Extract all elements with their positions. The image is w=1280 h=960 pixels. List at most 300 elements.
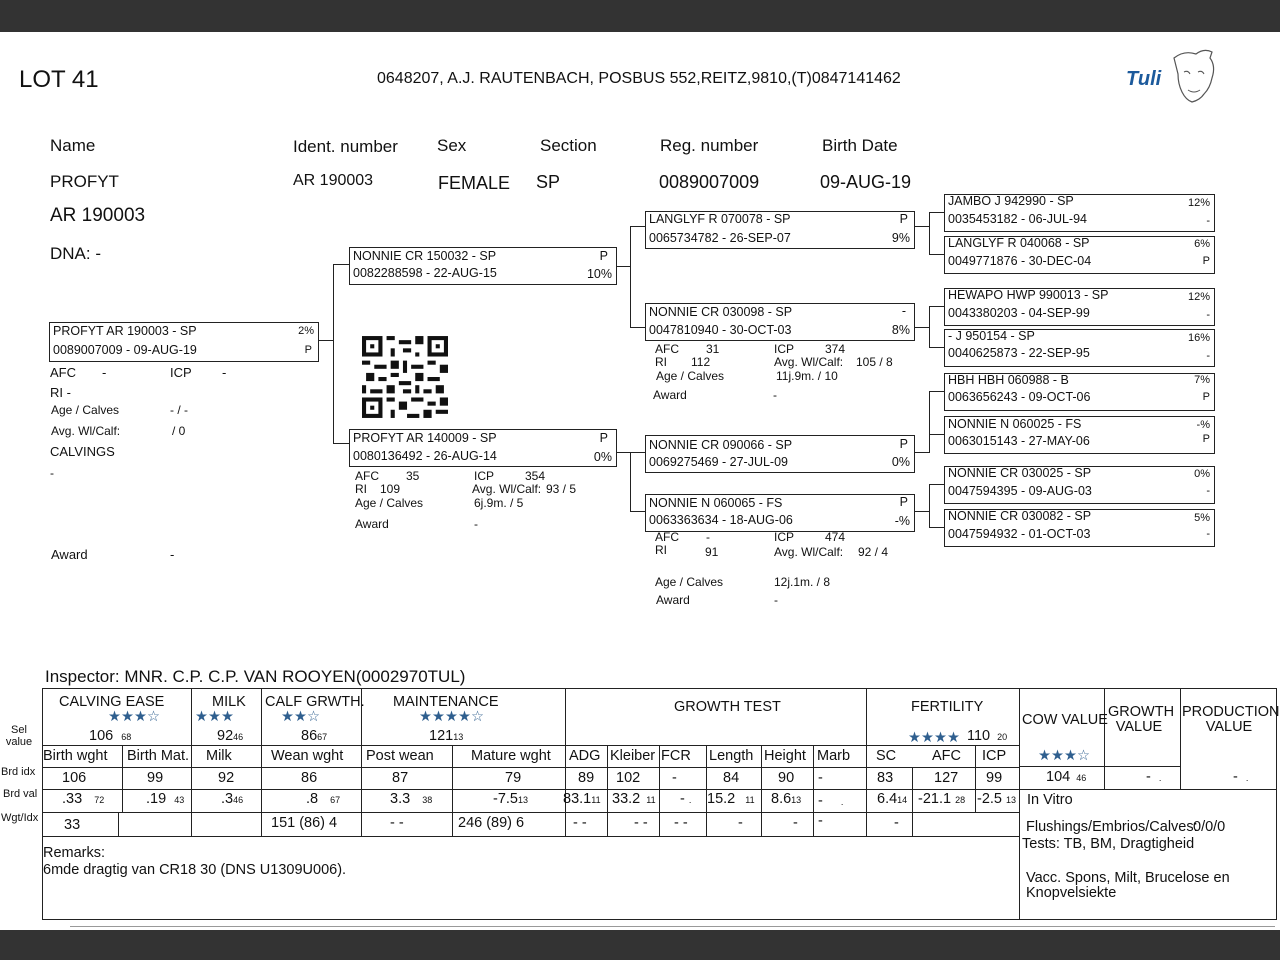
v: - (680, 791, 685, 807)
v: -21.1 (918, 791, 952, 807)
sire-pct: 10% (586, 267, 612, 281)
animal-reg: 0089007009 (659, 172, 760, 192)
connector (929, 527, 944, 528)
col-birth-wght: Birth wght (43, 748, 108, 764)
sd-icp: 374 (825, 342, 846, 356)
gg8-line1: NONNIE CR 030082 - SP (948, 509, 1092, 523)
grid-line (261, 688, 262, 836)
lot-number: LOT 41 (19, 66, 99, 93)
col-birth-mat: Birth Mat. (127, 748, 190, 764)
subject-box (49, 322, 319, 362)
stars-calving-ease: ★★★☆ (108, 709, 160, 725)
sire-line2: 0082288598 - 22-AUG-15 (353, 266, 497, 280)
stars-milk: ★★★ (195, 709, 234, 725)
grid-line (452, 745, 453, 836)
prod-value-idx (1233, 769, 1248, 785)
gg5-flag: P (1202, 391, 1210, 403)
sel-calf-growth (301, 728, 327, 744)
animal-sex: FEMALE (438, 173, 511, 193)
label-sex: Sex (437, 136, 467, 155)
wgt-marb: - (818, 813, 823, 829)
dam-line1: PROFYT AR 140009 - SP (353, 431, 497, 445)
v: 15.2 (707, 791, 736, 807)
grid-line (42, 767, 1019, 768)
ss-line2: 0065734782 - 26-SEP-07 (649, 231, 791, 245)
sire-dam-box (645, 303, 915, 341)
ds-flag: P (899, 437, 908, 451)
gg5-line1: HBH HBH 060988 - B (948, 373, 1069, 387)
a: . (840, 797, 844, 807)
dam-ri: 109 (380, 482, 401, 496)
gg7-pct: 0% (1194, 468, 1210, 480)
subject-afc: - (102, 365, 107, 380)
wgt-wean: 151 (86) 4 (271, 815, 338, 831)
v: -2.5 (977, 791, 1002, 807)
grid-line (866, 688, 867, 836)
a: 28 (955, 795, 966, 805)
grid-line (659, 745, 660, 836)
dam-award: - (474, 517, 478, 531)
wgt-fcr: - - (674, 815, 688, 831)
gg1-pct: 12% (1187, 197, 1210, 209)
ss-pct: 9% (891, 231, 910, 245)
dd-icp-label: ICP (774, 530, 795, 544)
ds-line1: NONNIE CR 090066 - SP (649, 438, 793, 452)
flushings-label: Flushings/Embrios/Calves: (1026, 819, 1198, 835)
vaccinations: Vacc. Spons, Milt, Brucelose en Knopvelsiekte (1026, 870, 1230, 901)
v: .8 (306, 791, 319, 807)
stars-maintenance: ★★★★☆ (419, 709, 484, 725)
ss-flag: P (899, 212, 908, 226)
gg3-line2: 0043380203 - 04-SEP-99 (948, 306, 1090, 320)
dd-afc: - (706, 530, 710, 544)
connector (630, 452, 645, 453)
cow-value-idx-acc: 46 (1076, 773, 1087, 783)
connector (914, 452, 930, 453)
grid-line (1180, 688, 1181, 789)
hdr-calving-ease: CALVING EASE (59, 694, 165, 710)
connector (929, 347, 944, 348)
hdr-milk: MILK (212, 694, 246, 710)
sel-milk (217, 728, 243, 744)
connector (914, 226, 930, 227)
a: 13 (791, 795, 802, 805)
gg6-line1: NONNIE N 060025 - FS (948, 417, 1082, 431)
stars-cow-value: ★★★☆ (1038, 748, 1090, 764)
col-milk: Milk (206, 748, 232, 764)
animal-birth: 09-AUG-19 (820, 172, 912, 192)
dd-line1: NONNIE N 060065 - FS (649, 496, 783, 510)
connector (630, 452, 631, 512)
val-milk (221, 791, 243, 807)
idx-length: 84 (723, 770, 740, 786)
dd-pct: -% (894, 514, 910, 528)
a: 11 (646, 795, 656, 805)
v: 83.1 (563, 791, 592, 807)
label-name: Name (50, 136, 96, 155)
logo-text: Tuli (1126, 68, 1162, 90)
a: 13 (1006, 795, 1017, 805)
a: 43 (174, 795, 185, 805)
val-wean (306, 791, 340, 807)
sire-flag: P (599, 249, 608, 263)
wgt-length: - (738, 815, 743, 831)
dd-wl: 92 / 4 (858, 545, 889, 559)
gg2-line1: LANGLYF R 040068 - SP (948, 236, 1090, 250)
footer-rule (70, 926, 1275, 927)
a: 67 (330, 795, 341, 805)
col-afc: AFC (932, 748, 961, 764)
dd-ri-label: RI (655, 543, 667, 557)
sd-award: - (773, 388, 777, 402)
a: 11 (745, 795, 755, 805)
connector (630, 511, 645, 512)
dam-box (349, 429, 617, 467)
gg5-pct: 7% (1194, 374, 1210, 386)
grid-line (42, 745, 1020, 746)
val-mature (493, 791, 528, 807)
idx-marb: - (818, 770, 823, 786)
gg8-flag: - (1206, 528, 1210, 540)
idx-adg: 89 (578, 770, 595, 786)
idx-kleiber: 102 (616, 770, 641, 786)
col-icp: ICP (982, 748, 1007, 764)
col-marb: Marb (817, 748, 851, 764)
connector (914, 327, 930, 328)
remarks-text: 6mde dragtig van CR18 30 (DNS U1309U006). (43, 862, 347, 878)
sel-maintenance-val: 121 (429, 728, 454, 744)
connector (914, 511, 930, 512)
col-fcr: FCR (661, 748, 691, 764)
dam-pct: 0% (593, 450, 612, 464)
hdr-calf-growth: CALF GRWTH. (265, 694, 365, 710)
sd-age-label: Age / Calves (656, 369, 725, 383)
grid-line (118, 812, 119, 836)
dam-age: 6j.9m. / 5 (474, 496, 524, 510)
connector (630, 327, 645, 328)
grid-line (122, 745, 123, 812)
dd-award-label: Award (656, 593, 690, 607)
grid-line (361, 688, 362, 836)
v: -7.5 (493, 791, 518, 807)
connector (929, 306, 930, 348)
dam-award-label: Award (355, 517, 389, 531)
sel-milk-acc: 46 (233, 732, 244, 742)
gg7-line2: 0047594395 - 09-AUG-03 (948, 484, 1092, 498)
connector (630, 226, 631, 328)
gg1-line1: JAMBO J 942990 - SP (948, 194, 1074, 208)
dam-sire-box (645, 435, 915, 473)
connector (929, 434, 944, 435)
connector (333, 443, 349, 444)
sd-afc: 31 (706, 342, 720, 356)
subject-calvings-value: - (50, 466, 54, 480)
subject-icp: - (222, 365, 227, 380)
dd-ri: 91 (705, 545, 719, 559)
gg-box-5 (944, 373, 1215, 411)
sel-fertility (967, 728, 1007, 744)
subject-afc-label: AFC (50, 365, 76, 380)
sire-sire-box (645, 211, 915, 249)
gg2-flag: P (1202, 255, 1210, 267)
grid-line (761, 745, 762, 836)
gg7-flag: - (1206, 485, 1210, 497)
gg-box-1 (944, 194, 1215, 232)
dd-age-label: Age / Calves (655, 575, 724, 589)
wgt-sc: - (894, 815, 899, 831)
sire-box (349, 247, 617, 285)
connector (333, 264, 334, 444)
subject-line2: 0089007009 - 09-AUG-19 (53, 343, 197, 357)
gg6-line2: 0063015143 - 27-MAY-06 (948, 434, 1090, 448)
wgt-height: - (793, 815, 798, 831)
a: 38 (422, 795, 433, 805)
v: 33.2 (612, 791, 641, 807)
sel-label-text: Sel value (5, 724, 33, 748)
dd-afc-label: AFC (655, 530, 679, 544)
gg3-flag: - (1206, 309, 1210, 321)
label-reg: Reg. number (660, 136, 759, 155)
gg-box-2 (944, 236, 1215, 274)
dd-award: - (774, 593, 778, 607)
col-length: Length (709, 748, 754, 764)
gg1-flag: - (1206, 215, 1210, 227)
val-post-wean (390, 791, 432, 807)
sel-fertility-acc: 20 (997, 732, 1008, 742)
subject-calvings: CALVINGS (50, 444, 115, 459)
in-vitro: In Vitro (1027, 792, 1073, 808)
gg-box-8 (944, 509, 1215, 547)
remarks-label: Remarks: (43, 845, 106, 861)
grid-line (1019, 766, 1181, 767)
dam-age-label: Age / Calves (355, 496, 424, 510)
animal-section: SP (536, 172, 561, 192)
sd-ri: 112 (691, 355, 711, 369)
subject-pct: 2% (298, 325, 314, 337)
sel-calving-ease-acc: 68 (121, 732, 132, 742)
gg7-line1: NONNIE CR 030025 - SP (948, 466, 1092, 480)
val-adg (563, 791, 601, 807)
tuli-logo (1124, 44, 1220, 112)
grid-line (813, 745, 814, 836)
wgt-birth: 33 (64, 817, 81, 833)
gg8-line2: 0047594932 - 01-OCT-03 (948, 527, 1091, 541)
dam-afc: 35 (406, 469, 420, 483)
dd-flag: P (899, 495, 908, 509)
subject-wl: / 0 (172, 424, 186, 438)
dna: DNA: - (50, 244, 101, 263)
subject-award: - (170, 547, 175, 562)
hdr-maintenance: MAINTENANCE (393, 694, 499, 710)
dam-afc-label: AFC (355, 469, 379, 483)
grid-line (1104, 688, 1105, 789)
connector (333, 264, 349, 265)
col-sc: SC (876, 748, 897, 764)
gg6-flag: P (1202, 433, 1210, 445)
row-label-sel (4, 724, 34, 748)
sd-afc-label: AFC (655, 342, 679, 356)
top-bar (0, 0, 1280, 32)
prod-value-idx-acc: . (1245, 773, 1249, 783)
a: 46 (233, 795, 244, 805)
v: 3.3 (390, 791, 411, 807)
connector (929, 306, 944, 307)
dd-icp: 474 (825, 530, 846, 544)
subject-age: - / - (170, 403, 188, 417)
growth-value-idx-val: - (1146, 769, 1151, 785)
sd-ri-label: RI (655, 355, 667, 369)
growth-value-idx-acc: . (1158, 773, 1162, 783)
gg-box-7 (944, 466, 1215, 504)
val-afc (918, 791, 965, 807)
grid-line (1019, 688, 1020, 920)
sel-maintenance-acc: 13 (453, 732, 464, 742)
val-marb (818, 793, 843, 809)
sel-fertility-val: 110 (967, 728, 991, 744)
gg5-line2: 0063656243 - 09-OCT-06 (948, 390, 1091, 404)
qr-code (362, 336, 448, 418)
val-birth-mat (146, 791, 184, 807)
sel-calving-ease-val: 106 (89, 728, 114, 744)
dd-age: 12j.1m. / 8 (774, 575, 831, 589)
idx-mature: 79 (505, 770, 522, 786)
gg2-pct: 6% (1194, 238, 1210, 250)
sel-milk-val: 92 (217, 728, 234, 744)
label-ident: Ident. number (293, 137, 398, 156)
sel-calf-growth-acc: 67 (317, 732, 328, 742)
idx-post-wean: 87 (392, 770, 409, 786)
sd-pct: 8% (891, 323, 910, 337)
idx-icp: 99 (986, 770, 1003, 786)
subject-age-label: Age / Calves (51, 403, 120, 417)
sel-calf-growth-val: 86 (301, 728, 318, 744)
label-birth: Birth Date (822, 136, 898, 155)
idx-wean: 86 (301, 770, 318, 786)
gg-box-6 (944, 416, 1215, 454)
sd-line2: 0047810940 - 30-OCT-03 (649, 323, 792, 337)
connector (616, 266, 631, 267)
col-adg: ADG (569, 748, 601, 764)
col-post-wean: Post wean (366, 748, 434, 764)
growth-value-idx (1146, 769, 1161, 785)
grid-line (975, 745, 976, 812)
row-label-brd-idx: Brd idx (1, 766, 36, 778)
animal-ident: AR 190003 (293, 172, 374, 189)
dam-icp: 354 (525, 469, 546, 483)
idx-birth-mat: 99 (147, 770, 164, 786)
subject-icp-label: ICP (170, 365, 192, 380)
gg1-line2: 0035453182 - 06-JUL-94 (948, 212, 1087, 226)
gg4-flag: - (1206, 350, 1210, 362)
dam-flag: P (599, 431, 608, 445)
col-height: Height (764, 748, 806, 764)
connector (630, 226, 645, 227)
sd-award-label: Award (653, 388, 687, 402)
sd-wl-label: Avg. Wl/Calf: (774, 355, 844, 369)
dam-icp-label: ICP (474, 469, 495, 483)
animal-name: PROFYT (50, 172, 119, 191)
flushings-value: 0/0/0 (1193, 819, 1226, 835)
v: - (818, 793, 823, 809)
gg3-pct: 12% (1187, 291, 1210, 303)
idx-afc: 127 (934, 770, 959, 786)
sd-line1: NONNIE CR 030098 - SP (649, 305, 793, 319)
gg3-line1: HEWAPO HWP 990013 - SP (948, 288, 1109, 302)
subject-line1: PROFYT AR 190003 - SP (53, 324, 197, 338)
sel-maintenance (429, 728, 463, 744)
animal-alt-ident: AR 190003 (50, 205, 146, 226)
val-fcr (680, 791, 691, 807)
v: 8.6 (771, 791, 792, 807)
hdr-production-value: PRODUCTION VALUE (1182, 704, 1280, 735)
connector (616, 452, 631, 453)
idx-height: 90 (778, 770, 795, 786)
connector (929, 391, 944, 392)
ds-pct: 0% (891, 455, 910, 469)
wgt-adg: - - (573, 815, 587, 831)
wgt-kleiber: - - (634, 815, 648, 831)
gg4-line2: 0040625873 - 22-SEP-95 (948, 346, 1090, 360)
row-label-wgt: Wgt/Idx (1, 812, 39, 824)
col-kleiber: Kleiber (610, 748, 656, 764)
ss-line1: LANGLYF R 070078 - SP (649, 212, 791, 226)
wgt-mature: 246 (89) 6 (458, 815, 525, 831)
sd-wl: 105 / 8 (856, 355, 893, 369)
cow-value-idx (1046, 769, 1086, 785)
hdr-growth-test: GROWTH TEST (674, 699, 781, 715)
gg4-pct: 16% (1187, 332, 1210, 344)
inspector: Inspector: MNR. C.P. C.P. VAN ROOYEN(0002970TUL) (45, 667, 466, 686)
label-section: Section (540, 136, 597, 155)
val-icp (977, 791, 1016, 807)
idx-sc: 83 (877, 770, 894, 786)
breeder-info: 0648207, A.J. RAUTENBACH, POSBUS 552,REITZ,9810,(T)0847141462 (377, 70, 901, 87)
v: .19 (146, 791, 167, 807)
idx-milk: 92 (218, 770, 235, 786)
gg8-pct: 5% (1194, 512, 1210, 524)
grid-line (42, 836, 1019, 837)
grid-line (912, 767, 913, 836)
val-kleiber (612, 791, 656, 807)
grid-line (42, 812, 1019, 813)
dam-wl: 93 / 5 (546, 482, 577, 496)
gg2-line2: 0049771876 - 30-DEC-04 (948, 254, 1092, 268)
sd-flag: - (901, 304, 906, 318)
connector (929, 212, 930, 255)
col-wean-wght: Wean wght (271, 748, 344, 764)
tests: Tests: TB, BM, Dragtigheid (1022, 836, 1195, 852)
val-sc (877, 791, 907, 807)
gg-box-4 (944, 329, 1215, 367)
idx-birth-wght: 106 (62, 770, 87, 786)
v: 6.4 (877, 791, 898, 807)
col-mature-wght: Mature wght (471, 748, 551, 764)
dam-dam-box (645, 494, 915, 532)
grid-line (191, 688, 192, 836)
prod-value-idx-val: - (1233, 769, 1238, 785)
ds-line2: 0069275469 - 27-JUL-09 (649, 455, 788, 469)
dd-wl-label: Avg. Wl/Calf: (774, 545, 844, 559)
gg-box-3 (944, 288, 1215, 326)
val-height (771, 791, 801, 807)
gg4-line1: - J 950154 - SP (948, 329, 1035, 343)
subject-wl-label: Avg. Wl/Calf: (51, 424, 121, 438)
grid-line (565, 688, 566, 836)
val-length (707, 791, 755, 807)
connector (929, 391, 930, 453)
a: 14 (897, 795, 908, 805)
a: 13 (518, 795, 529, 805)
